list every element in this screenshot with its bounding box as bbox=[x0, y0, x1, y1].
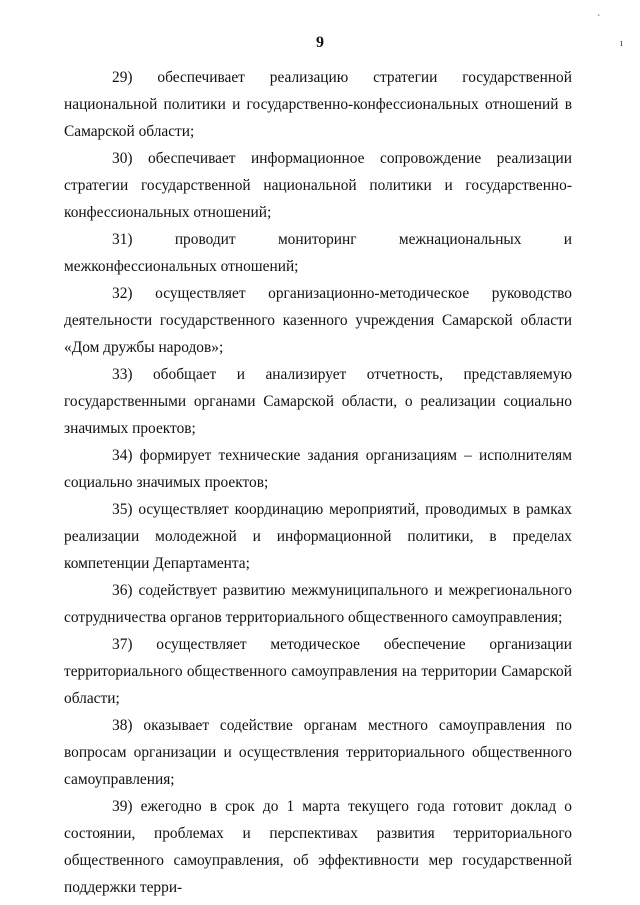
paragraph-37: 37) осуществляет методическое обеспечение организации территориального общественного самоуправления на территории Самарской области; bbox=[64, 636, 572, 707]
paragraph-29: 29) обеспечивает реализацию стратегии государственной национальной политики и государственно-конфессиональных отношений в Самарской области; bbox=[64, 69, 572, 140]
paragraph-31: 31) проводит мониторинг межнациональных и межконфессиональных отношений; bbox=[64, 231, 572, 275]
page-number: 9 bbox=[316, 34, 324, 51]
paragraph-34: 34) формирует технические задания организациям – исполнителям социально значимых проектов; bbox=[64, 447, 572, 491]
paragraph-38: 38) оказывает содействие органам местного самоуправления по вопросам организации и осуществления территориального общественного самоуправления; bbox=[64, 717, 572, 788]
scan-mark: ı bbox=[620, 38, 623, 49]
paragraph-35: 35) осуществляет координацию мероприятий, проводимых в рамках реализации молодежной и информационной политики, в пределах компетенции Департамента; bbox=[64, 501, 572, 572]
paragraph-30: 30) обеспечивает информационное сопровождение реализации стратегии государственной национальной политики и государственно-конфессиональных отношений; bbox=[64, 150, 572, 221]
document-body bbox=[64, 64, 572, 901]
scan-mark: ` bbox=[597, 14, 601, 25]
paragraph-33: 33) обобщает и анализирует отчетность, представляемую государственными органами Самарской области, о реализации социально значимых проектов; bbox=[64, 366, 572, 437]
paragraph-32: 32) осуществляет организационно-методическое руководство деятельности государственного казенного учреждения Самарской области «Дом дружбы народов»; bbox=[64, 285, 572, 356]
paragraph-36: 36) содействует развитию межмуниципального и межрегионального сотрудничества органов территориального общественного самоуправления; bbox=[64, 582, 572, 626]
paragraph-39: 39) ежегодно в срок до 1 марта текущего года готовит доклад о состоянии, проблемах и перспективах развития территориального общественного самоуправления, об эффективности мер государственной поддержки терри- bbox=[64, 798, 572, 896]
